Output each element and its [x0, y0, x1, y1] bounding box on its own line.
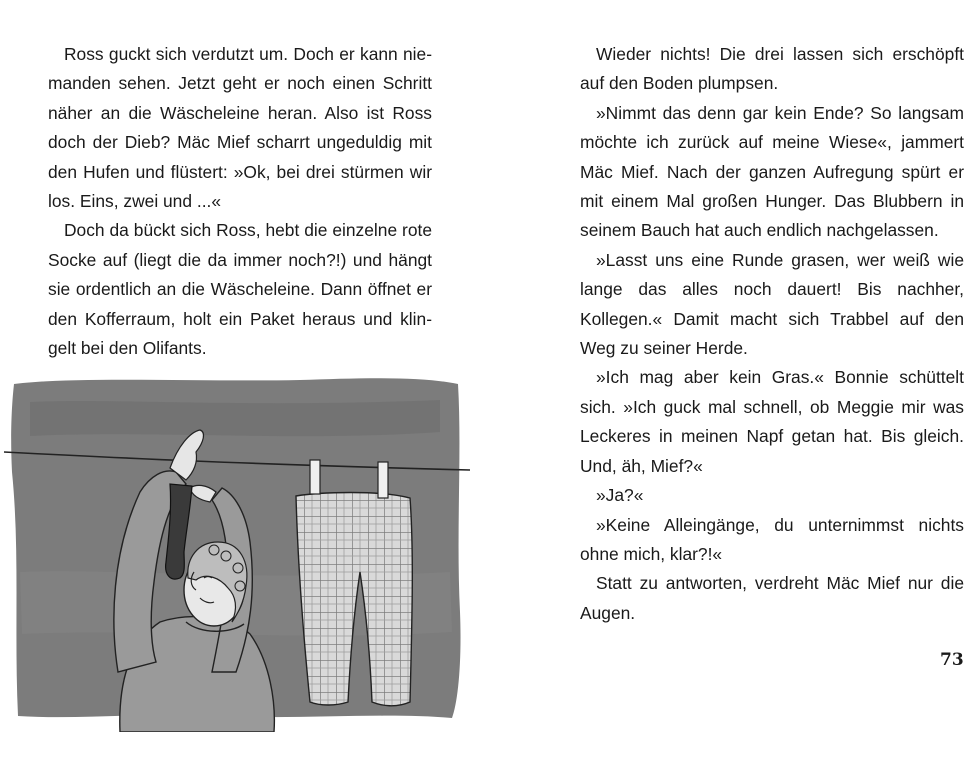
text-line: Kollegen.« Damit macht sich Trabbel auf den	[580, 308, 964, 329]
paragraph	[580, 363, 964, 481]
paragraph	[580, 481, 964, 510]
text-line: Augen.	[580, 602, 636, 623]
paragraph	[580, 569, 964, 628]
text-line: Wieder nichts! Die drei lassen sich erschöpft	[596, 44, 964, 64]
text-line: »Nimmt das denn gar kein Ende? So langsam	[596, 102, 964, 123]
text-line: Statt zu antworten, verdreht Mäc Mief nur die	[596, 573, 964, 594]
paragraph	[580, 511, 964, 570]
text-line: mit einem Mal großen Hunger. Das Blubbern in	[580, 191, 964, 212]
left-text-column	[48, 40, 432, 363]
text-line: los. Eins, zwei und ...«	[48, 191, 222, 212]
text-line: auf den Boden plumpsen.	[580, 73, 779, 94]
laundry-line-illustration	[0, 372, 480, 732]
paragraph	[580, 99, 964, 246]
text-line: Mäc Mief. Nach der ganzen Aufregung spürt er	[580, 161, 964, 182]
text-line: ohne mich, klar?!«	[580, 543, 723, 564]
text-line: den Kofferraum, holt ein Paket heraus und klin-	[48, 308, 432, 329]
text-line: Und, äh, Mief?«	[580, 455, 703, 476]
text-line: Ross guckt sich verdutzt um. Doch er kann nie-	[64, 44, 432, 64]
paragraph	[48, 40, 432, 216]
text-line: Socke auf (liegt die da immer noch?!) und hängt	[48, 249, 432, 270]
text-line: Doch da bückt sich Ross, hebt die einzelne rote	[64, 220, 432, 241]
text-line: »Ich mag aber kein Gras.« Bonnie schüttelt	[596, 367, 964, 388]
clothes-pin	[378, 462, 388, 498]
text-line: »Keine Alleingänge, du unternimmst nichts	[596, 514, 964, 535]
clothes-pin	[310, 460, 320, 494]
text-line: »Lasst uns eine Runde grasen, wer weiß wie	[596, 249, 964, 270]
text-line: sich. »Ich guck mal schnell, ob Meggie mir was	[580, 396, 964, 417]
right-text-column	[580, 40, 964, 628]
text-line: den Hufen und flüstert: »Ok, bei drei stürmen wir	[48, 161, 432, 182]
text-line: manden sehen. Jetzt geht er noch einen Schritt	[48, 73, 432, 94]
paragraph	[580, 40, 964, 99]
text-line: seinem Bauch hat auch endlich nachgelassen.	[580, 220, 939, 241]
text-line: sie ordentlich an die Wäscheleine. Dann öffnet er	[48, 279, 432, 300]
text-line: gelt bei den Olifants.	[48, 338, 207, 359]
text-line: Weg zu seiner Herde.	[580, 338, 748, 359]
text-line: lange das alles noch dauert! Bis nachher,	[580, 279, 964, 300]
text-line: »Ja?«	[596, 485, 644, 506]
text-line: möchte ich zurück auf meine Wiese«, jammert	[580, 132, 964, 153]
paragraph	[580, 246, 964, 364]
paragraph	[48, 216, 432, 363]
text-line: doch der Dieb? Mäc Mief scharrt ungeduldig mit	[48, 132, 432, 153]
page-number: 73	[940, 650, 964, 670]
text-line: Leckeres in meinen Napf getan hat. Bis gleich.	[580, 426, 964, 447]
text-line: näher an die Wäscheleine heran. Also ist Ross	[48, 102, 432, 123]
